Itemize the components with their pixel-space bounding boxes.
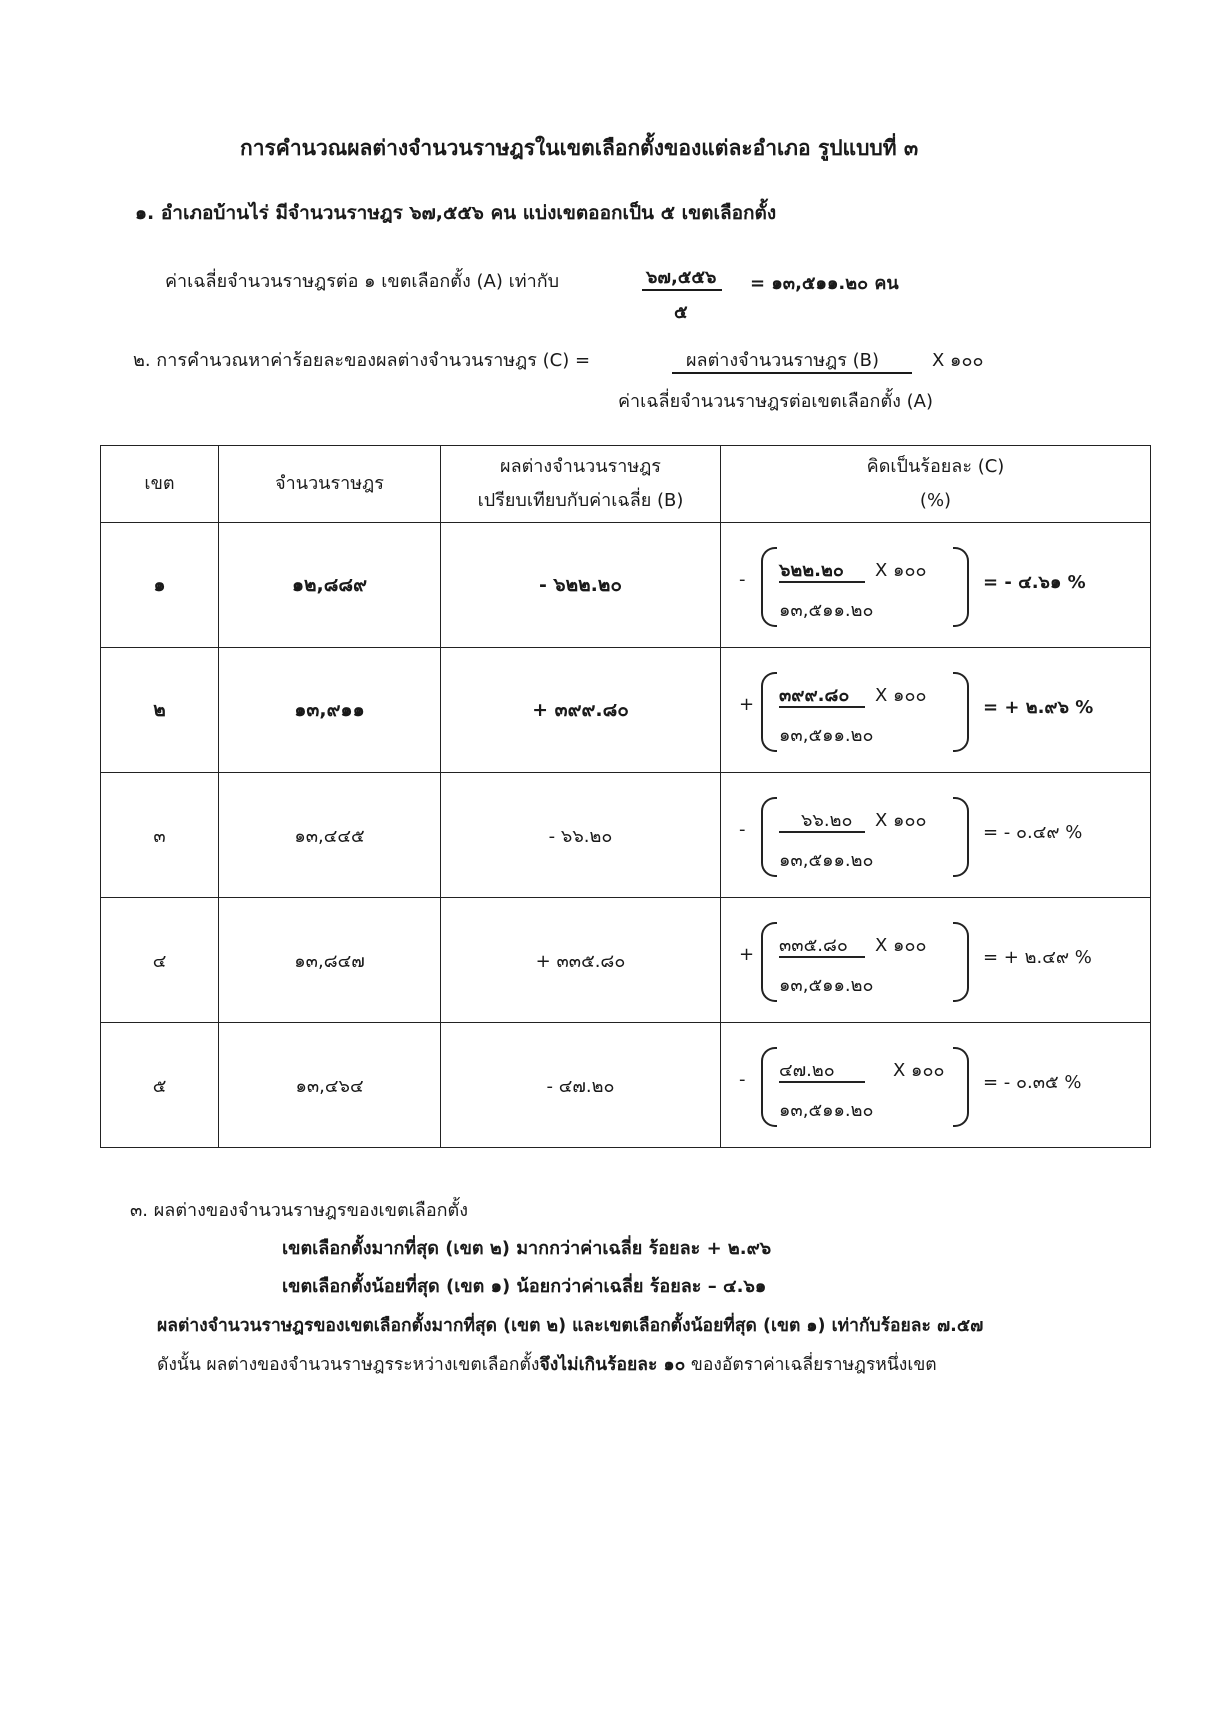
calc-fraction-bar: [779, 1081, 865, 1083]
percent-calc-cell: [721, 898, 1151, 1023]
calc-times: X ๑๐๐: [875, 560, 927, 581]
formula-fraction-bar: [672, 372, 912, 374]
percent-calc-cell: [721, 1023, 1151, 1148]
calc-times: X ๑๐๐: [875, 935, 927, 956]
calc-result: = - ๔.๖๑ %: [983, 572, 1086, 593]
calc-sign: -: [739, 819, 746, 840]
calc-sign: -: [739, 1069, 746, 1090]
average-numerator: ๖๗,๕๕๖: [646, 267, 717, 288]
calc-numerator: ๓๙๙.๘๐: [779, 685, 850, 706]
table-row: [101, 523, 1151, 648]
difference-cell: - ๖๖.๒๐: [441, 773, 721, 898]
calc-denominator: ๑๓,๕๑๑.๒๐: [779, 975, 874, 996]
difference-cell: + ๓๙๙.๘๐: [441, 648, 721, 773]
calc-denominator: ๑๓,๕๑๑.๒๐: [779, 1100, 874, 1121]
section2-label: ๒. การคำนวณหาค่าร้อยละของผลต่างจำนวนราษฎร (C) =: [133, 350, 591, 371]
calc-times: X ๑๐๐: [875, 810, 927, 831]
header-percent: [721, 446, 1151, 523]
right-bracket: [953, 1047, 969, 1127]
min-zone-line: เขตเลือกตั้งน้อยที่สุด (เขต ๑) น้อยกว่าค่าเฉลี่ย ร้อยละ – ๔.๖๑: [282, 1276, 767, 1297]
left-bracket: [761, 547, 777, 627]
left-bracket: [761, 1047, 777, 1127]
calc-numerator: ๔๗.๒๐: [779, 1060, 835, 1081]
conclusion-line: [157, 1350, 937, 1378]
population-cell: ๑๓,๘๔๗: [219, 898, 441, 1023]
calc-denominator: ๑๓,๕๑๑.๒๐: [779, 850, 874, 871]
calc-result: = - ๐.๓๕ %: [983, 1072, 1082, 1093]
section3-heading: ๓. ผลต่างของจำนวนราษฎรของเขตเลือกตั้ง: [130, 1200, 469, 1221]
right-bracket: [953, 797, 969, 877]
table-row: [101, 648, 1151, 773]
header-difference-line2: เปรียบเทียบกับค่าเฉลี่ย (B): [477, 490, 684, 511]
header-difference-line1: ผลต่างจำนวนราษฎร: [500, 455, 661, 477]
zone-cell: ๒: [101, 648, 219, 773]
right-bracket: [953, 672, 969, 752]
table-header-row: [101, 446, 1151, 523]
conclusion-end: ของอัตราค่าเฉลี่ยราษฎรหนึ่งเขต: [685, 1355, 937, 1375]
calc-numerator: ๖๖.๒๐: [801, 810, 853, 831]
average-label: ค่าเฉลี่ยจำนวนราษฎรต่อ ๑ เขตเลือกตั้ง (A) เท่ากับ: [165, 271, 560, 292]
calc-times: X ๑๐๐: [893, 1060, 945, 1081]
calc-numerator: ๓๓๕.๘๐: [779, 935, 848, 956]
average-fraction-bar: [642, 289, 722, 291]
calc-sign: -: [739, 569, 746, 590]
zone-cell: ๓: [101, 773, 219, 898]
page-title: การคำนวณผลต่างจำนวนราษฎรในเขตเลือกตั้งของแต่ละอำเภอ รูปแบบที่ ๓: [240, 136, 919, 160]
difference-cell: + ๓๓๕.๘๐: [441, 898, 721, 1023]
formula-numerator: ผลต่างจำนวนราษฎร (B): [686, 350, 880, 371]
population-cell: ๑๒,๘๘๙: [219, 523, 441, 648]
right-bracket: [953, 922, 969, 1002]
zone-cell: ๕: [101, 1023, 219, 1148]
calc-result: = - ๐.๔๙ %: [983, 822, 1083, 843]
population-cell: ๑๓,๔๔๕: [219, 773, 441, 898]
conclusion-bold: จึงไม่เกินร้อยละ ๑๐: [539, 1355, 686, 1375]
max-zone-line: เขตเลือกตั้งมากที่สุด (เขต ๒) มากกว่าค่าเฉลี่ย ร้อยละ + ๒.๙๖: [282, 1238, 772, 1259]
formula-denominator: ค่าเฉลี่ยจำนวนราษฎรต่อเขตเลือกตั้ง (A): [618, 391, 933, 412]
calc-numerator: ๖๒๒.๒๐: [779, 560, 844, 581]
header-percent-line2: (%): [919, 490, 952, 511]
header-population: จำนวนราษฎร: [219, 446, 441, 523]
average-result: = ๑๓,๕๑๑.๒๐ คน: [750, 273, 899, 294]
calc-times: X ๑๐๐: [875, 685, 927, 706]
table-row: [101, 773, 1151, 898]
right-bracket: [953, 547, 969, 627]
calc-fraction-bar: [779, 581, 865, 583]
calc-fraction-bar: [779, 831, 865, 833]
calc-denominator: ๑๓,๕๑๑.๒๐: [779, 725, 874, 746]
table-row: [101, 898, 1151, 1023]
formula-times: X ๑๐๐: [932, 350, 984, 371]
section1-heading: ๑. อำเภอบ้านไร่ มีจำนวนราษฎร ๖๗,๕๕๖ คน แบ่งเขตออกเป็น ๕ เขตเลือกตั้ง: [135, 202, 777, 224]
header-zone: เขต: [101, 446, 219, 523]
population-cell: ๑๓,๔๖๔: [219, 1023, 441, 1148]
calc-sign: +: [739, 944, 755, 965]
difference-cell: - ๔๗.๒๐: [441, 1023, 721, 1148]
calc-fraction-bar: [779, 956, 865, 958]
percent-calc-cell: [721, 523, 1151, 648]
calc-sign: +: [739, 694, 755, 715]
calc-result: = + ๒.๔๙ %: [983, 947, 1092, 968]
average-denominator: ๕: [674, 302, 688, 323]
zone-cell: ๔: [101, 898, 219, 1023]
header-difference: [441, 446, 721, 523]
calculation-table: [100, 445, 1151, 1148]
calc-fraction-bar: [779, 706, 865, 708]
difference-cell: - ๖๒๒.๒๐: [441, 523, 721, 648]
table-row: [101, 1023, 1151, 1148]
calc-result: = + ๒.๙๖ %: [983, 697, 1094, 718]
left-bracket: [761, 922, 777, 1002]
population-cell: ๑๓,๙๑๑: [219, 648, 441, 773]
left-bracket: [761, 797, 777, 877]
header-percent-line1: คิดเป็นร้อยละ (C): [866, 455, 1005, 477]
zone-cell: ๑: [101, 523, 219, 648]
calc-denominator: ๑๓,๕๑๑.๒๐: [779, 600, 874, 621]
percent-calc-cell: [721, 773, 1151, 898]
percent-calc-cell: [721, 648, 1151, 773]
summary-line: ผลต่างจำนวนราษฎรของเขตเลือกตั้งมากที่สุด (เขต ๒) และเขตเลือกตั้งน้อยที่สุด (เขต ๑) เท่ากับร้อยละ ๗.๕๗: [157, 1316, 984, 1336]
left-bracket: [761, 672, 777, 752]
conclusion-start: ดังนั้น ผลต่างของจำนวนราษฎรระหว่างเขตเลือกตั้ง: [157, 1355, 540, 1375]
